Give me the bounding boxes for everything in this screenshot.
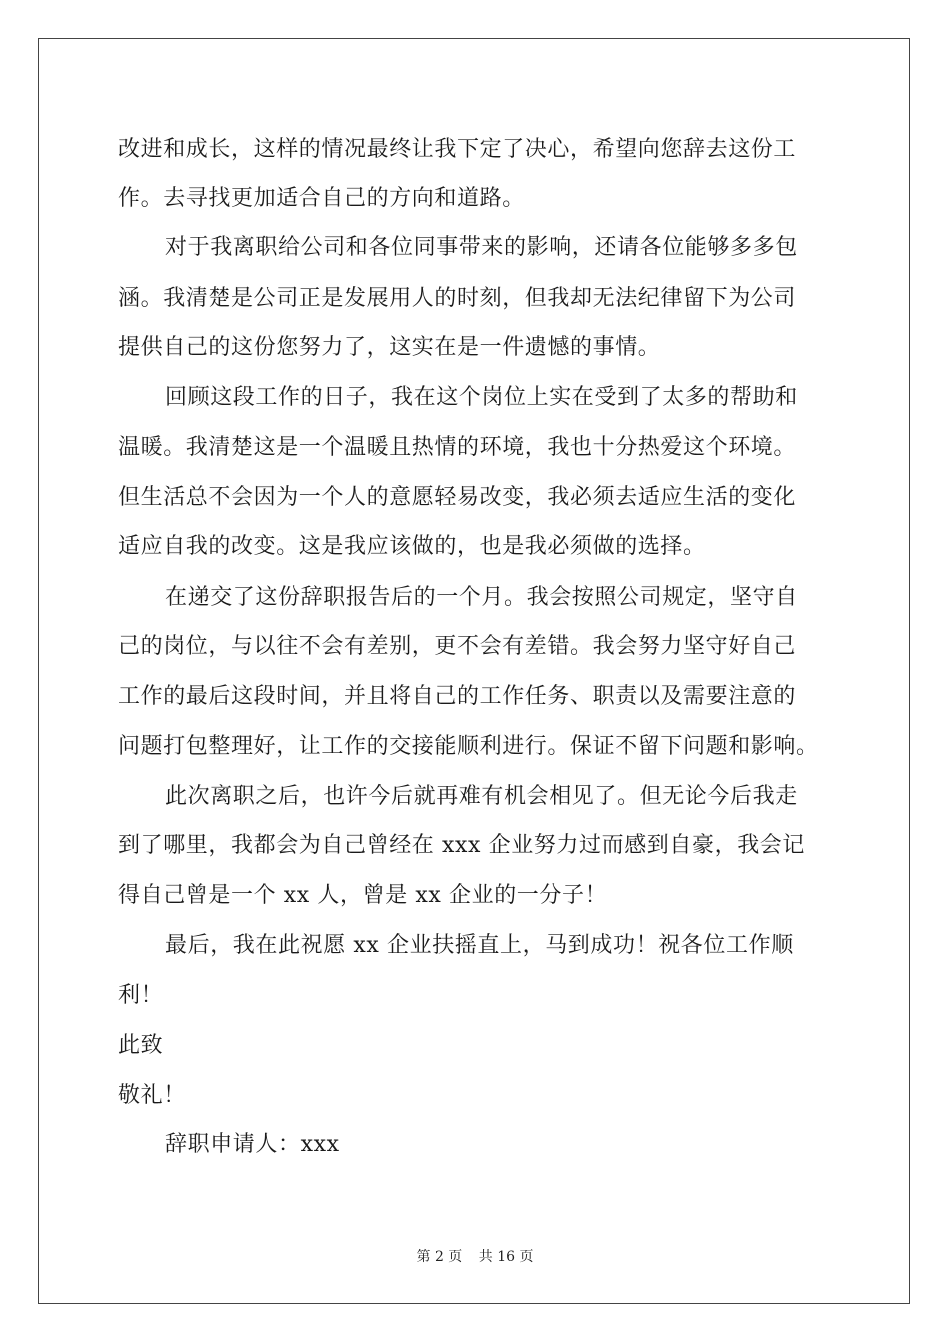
text-line: 涵。我清楚是公司正是发展用人的时刻，但我却无法纪律留下为公司 bbox=[118, 286, 797, 311]
text-line: 此次离职之后，也许今后就再难有机会相见了。但无论今后我走 bbox=[165, 784, 798, 809]
text-line: 到了哪里，我都会为自己曾经在 xxx 企业努力过而感到自豪，我会记 bbox=[118, 833, 806, 858]
text-line: 在递交了这份辞职报告后的一个月。我会按照公司规定，坚守自 bbox=[165, 585, 798, 610]
signature-line: 辞职申请人：xxx bbox=[165, 1132, 340, 1157]
text-line: 但生活总不会因为一个人的意愿轻易改变，我必须去适应生活的变化 bbox=[118, 485, 797, 510]
page-border bbox=[38, 38, 910, 1304]
page-footer bbox=[0, 1246, 950, 1266]
text-line: 得自己曾是一个 xx 人，曾是 xx 企业的一分子！ bbox=[118, 883, 608, 908]
text-line: 温暖。我清楚这是一个温暖且热情的环境，我也十分热爱这个环境。 bbox=[118, 435, 797, 460]
text-line: 利！ bbox=[118, 983, 164, 1008]
text-line: 己的岗位，与以往不会有差别，更不会有差错。我会努力坚守好自己 bbox=[118, 634, 797, 659]
text-line: 最后，我在此祝愿 xx 企业扶摇直上，马到成功！祝各位工作顺 bbox=[165, 933, 794, 958]
closing-regards: 敬礼！ bbox=[118, 1083, 186, 1108]
text-line: 回顾这段工作的日子，我在这个岗位上实在受到了太多的帮助和 bbox=[165, 385, 798, 410]
page-number: 第 2 页 bbox=[416, 1249, 463, 1265]
closing-salutation: 此致 bbox=[118, 1033, 164, 1058]
text-line: 作。去寻找更加适合自己的方向和道路。 bbox=[118, 186, 525, 211]
text-line: 适应自我的改变。这是我应该做的，也是我必须做的选择。 bbox=[118, 534, 706, 559]
page-total: 共 16 页 bbox=[478, 1249, 534, 1265]
text-line: 工作的最后这段时间，并且将自己的工作任务、职责以及需要注意的 bbox=[118, 684, 797, 709]
text-line: 问题打包整理好，让工作的交接能顺利进行。保证不留下问题和影响。 bbox=[118, 734, 819, 759]
text-line: 提供自己的这份您努力了，这实在是一件遗憾的事情。 bbox=[118, 335, 661, 360]
text-line: 改进和成长，这样的情况最终让我下定了决心，希望向您辞去这份工 bbox=[118, 137, 797, 162]
text-line: 对于我离职给公司和各位同事带来的影响，还请各位能够多多包 bbox=[165, 235, 798, 260]
